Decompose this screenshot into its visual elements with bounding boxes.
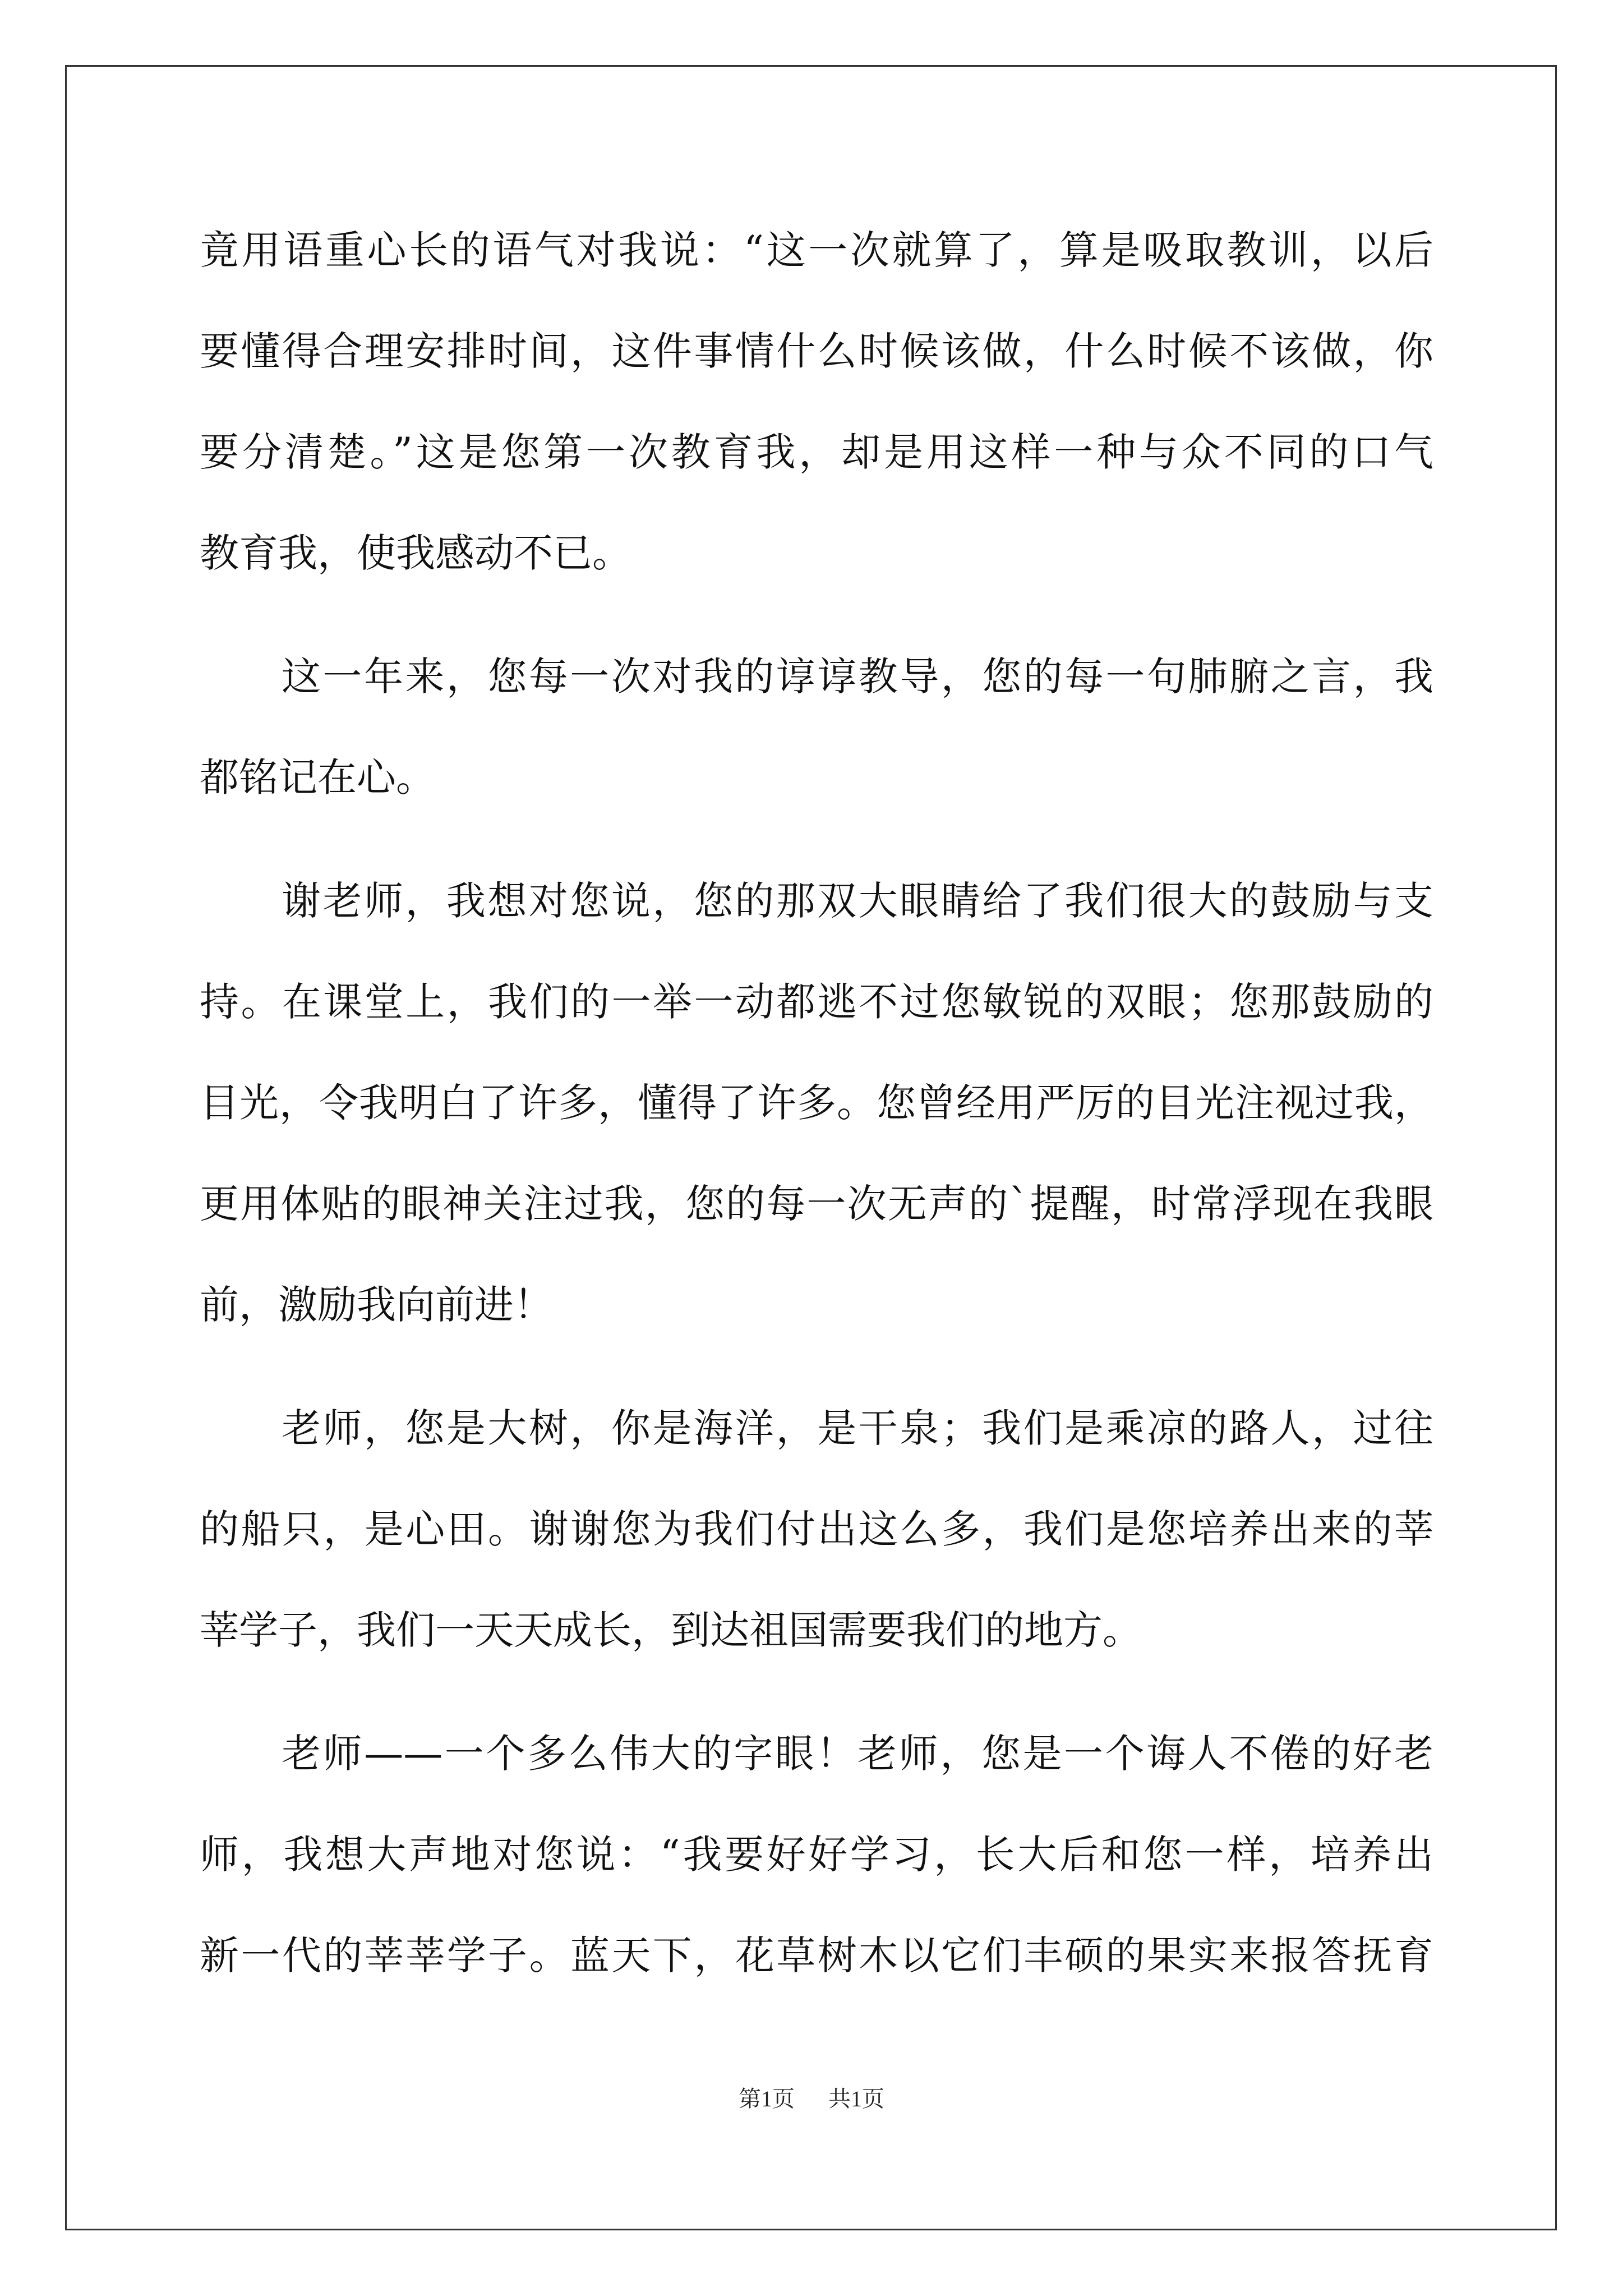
text-line: 要懂得合理安排时间，这件事情什么时候该做，什么时候不该做，你 <box>200 328 1433 374</box>
text-line: 要分清楚。”这是您第一次教育我，却是用这样一种与众不同的口气 <box>200 429 1433 475</box>
page-number: 第1页 <box>739 2086 795 2111</box>
text-line: 前，激励我向前进！ <box>200 1282 553 1328</box>
paragraph-first-line: 老师，您是大树，你是海洋，是干泉；我们是乘凉的路人，过往 <box>282 1405 1433 1451</box>
text-line: 目光，令我明白了许多，懂得了许多。您曾经用严厉的目光注视过我， <box>200 1080 1433 1126</box>
text-line: 竟用语重心长的语气对我说：“这一次就算了，算是吸取教训，以后 <box>200 227 1433 273</box>
page-total: 共1页 <box>828 2086 884 2111</box>
paragraph-first-line: 谢老师，我想对您说，您的那双大眼睛给了我们很大的鼓励与支 <box>282 878 1433 924</box>
text-line: 教育我，使我感动不已。 <box>200 530 631 576</box>
text-line: 都铭记在心。 <box>200 754 435 800</box>
text-line: 师，我想大声地对您说：“我要好好学习，长大后和您一样，培养出 <box>200 1832 1433 1878</box>
text-line: 莘学子，我们一天天成长，到达祖国需要我们的地方。 <box>200 1607 1142 1653</box>
text-line: 的船只，是心田。谢谢您为我们付出这么多，我们是您培养出来的莘 <box>200 1506 1433 1552</box>
paragraph-first-line: 这一年来，您每一次对我的谆谆教导，您的每一句肺腑之言，我 <box>282 654 1433 700</box>
page-footer <box>0 2082 1623 2116</box>
text-line: 新一代的莘莘学子。蓝天下，花草树木以它们丰硕的果实来报答抚育 <box>200 1932 1433 1978</box>
text-line: 持。在课堂上，我们的一举一动都逃不过您敏锐的双眼；您那鼓励的 <box>200 979 1433 1025</box>
text-line: 更用体贴的眼神关注过我，您的每一次无声的`提醒，时常浮现在我眼 <box>200 1181 1433 1227</box>
page-border <box>65 65 1557 2230</box>
paragraph-first-line: 老师——一个多么伟大的字眼！老师，您是一个诲人不倦的好老 <box>282 1731 1433 1777</box>
